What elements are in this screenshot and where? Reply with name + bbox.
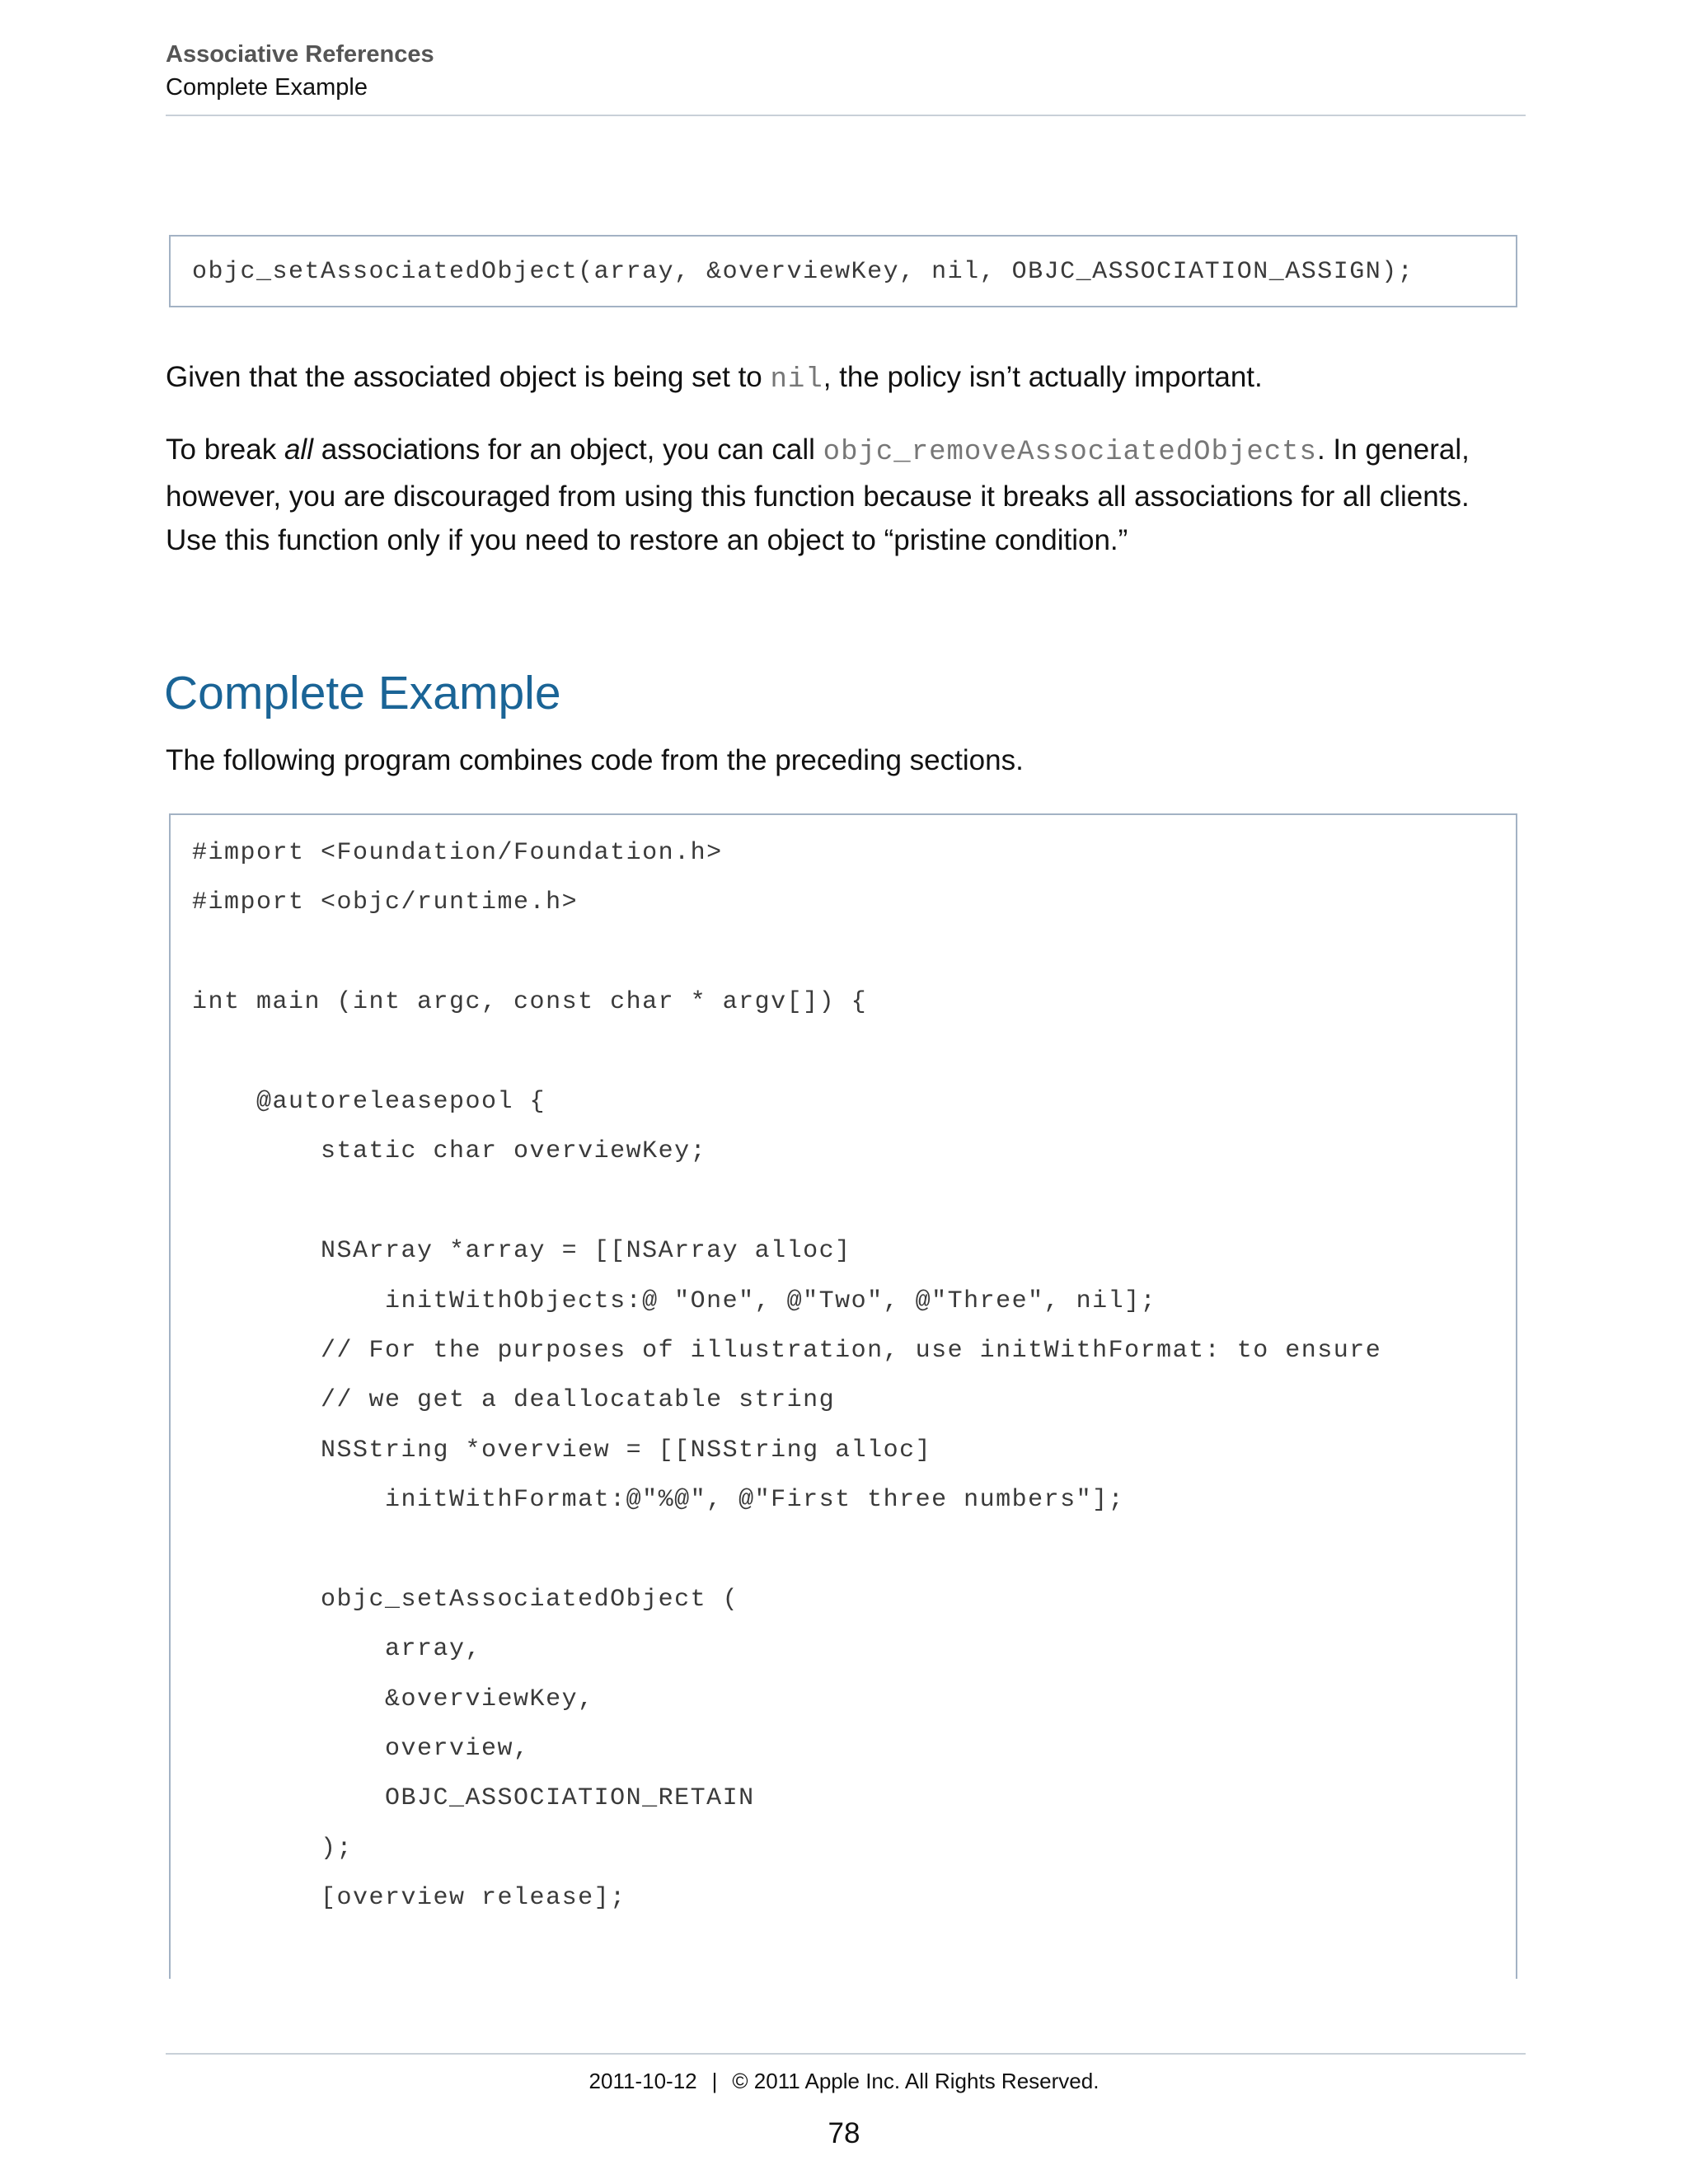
paragraph-text: To break bbox=[166, 434, 284, 466]
inline-code-nil: nil bbox=[770, 364, 823, 396]
code-line: #import <objc/runtime.h> bbox=[192, 888, 579, 917]
code-line: // For the purposes of illustration, use initWithFormat: to ensure bbox=[192, 1336, 1382, 1365]
footer-separator: | bbox=[711, 2069, 718, 2093]
paragraph-policy-note bbox=[166, 355, 1526, 402]
footer-divider bbox=[166, 2053, 1526, 2055]
paragraph-text: Given that the associated object is being set to bbox=[166, 361, 771, 393]
code-line bbox=[192, 928, 1516, 977]
code-line: OBJC_ASSOCIATION_RETAIN bbox=[192, 1784, 755, 1813]
code-line: int main (int argc, const char * argv[]) { bbox=[192, 988, 868, 1017]
code-line: NSString *overview = [[NSString alloc] bbox=[192, 1436, 932, 1465]
code-line bbox=[192, 1525, 1516, 1574]
page-footer bbox=[0, 2064, 1688, 2097]
page-header bbox=[166, 38, 1526, 104]
paragraph-remove-associations bbox=[166, 428, 1526, 562]
code-line: overview, bbox=[192, 1735, 530, 1764]
paragraph-text: . In general, however, you are discouraged from using this function because it breaks all associations for all clients. Use this function only if you need to restore an object to “pristine condition.” bbox=[166, 434, 1470, 556]
footer-copyright: © 2011 Apple Inc. All Rights Reserved. bbox=[732, 2069, 1100, 2093]
code-line: initWithObjects:@ "One", @"Two", @"Three", nil]; bbox=[192, 1286, 1157, 1315]
header-chapter-title: Associative References bbox=[166, 41, 434, 68]
code-line: initWithFormat:@"%@", @"First three numbers"]; bbox=[192, 1486, 1125, 1515]
code-line bbox=[192, 1177, 1516, 1226]
page-number: 78 bbox=[828, 2117, 860, 2149]
code-line: static char overviewKey; bbox=[192, 1137, 707, 1166]
paragraph-text: , the policy isn’t actually important. bbox=[823, 361, 1263, 393]
section-intro: The following program combines code from the preceding sections. bbox=[166, 744, 1024, 776]
inline-code-remove-associated-objects: objc_removeAssociatedObjects bbox=[823, 437, 1317, 468]
code-line: array, bbox=[192, 1635, 482, 1664]
paragraph-text: associations for an object, you can call bbox=[313, 434, 823, 466]
code-line: ); bbox=[192, 1834, 354, 1863]
code-snippet-assign: objc_setAssociatedObject(array, &overviewKey, nil, OBJC_ASSOCIATION_ASSIGN); bbox=[169, 235, 1517, 307]
code-line: objc_setAssociatedObject ( bbox=[192, 1585, 739, 1614]
code-line: [overview release]; bbox=[192, 1884, 626, 1913]
footer-date: 2011-10-12 bbox=[588, 2069, 697, 2093]
header-section-title: Complete Example bbox=[166, 74, 368, 101]
code-line: @autoreleasepool { bbox=[192, 1087, 546, 1116]
emphasis-all: all bbox=[284, 434, 313, 466]
code-listing-complete-example bbox=[169, 813, 1517, 1979]
code-line bbox=[192, 1028, 1516, 1077]
code-line: &overviewKey, bbox=[192, 1685, 594, 1713]
section-heading: Complete Example bbox=[164, 667, 561, 719]
header-divider bbox=[166, 115, 1526, 116]
code-line: NSArray *array = [[NSArray alloc] bbox=[192, 1237, 851, 1266]
code-line: #import <Foundation/Foundation.h> bbox=[192, 839, 723, 867]
code-line: // we get a deallocatable string bbox=[192, 1386, 836, 1415]
